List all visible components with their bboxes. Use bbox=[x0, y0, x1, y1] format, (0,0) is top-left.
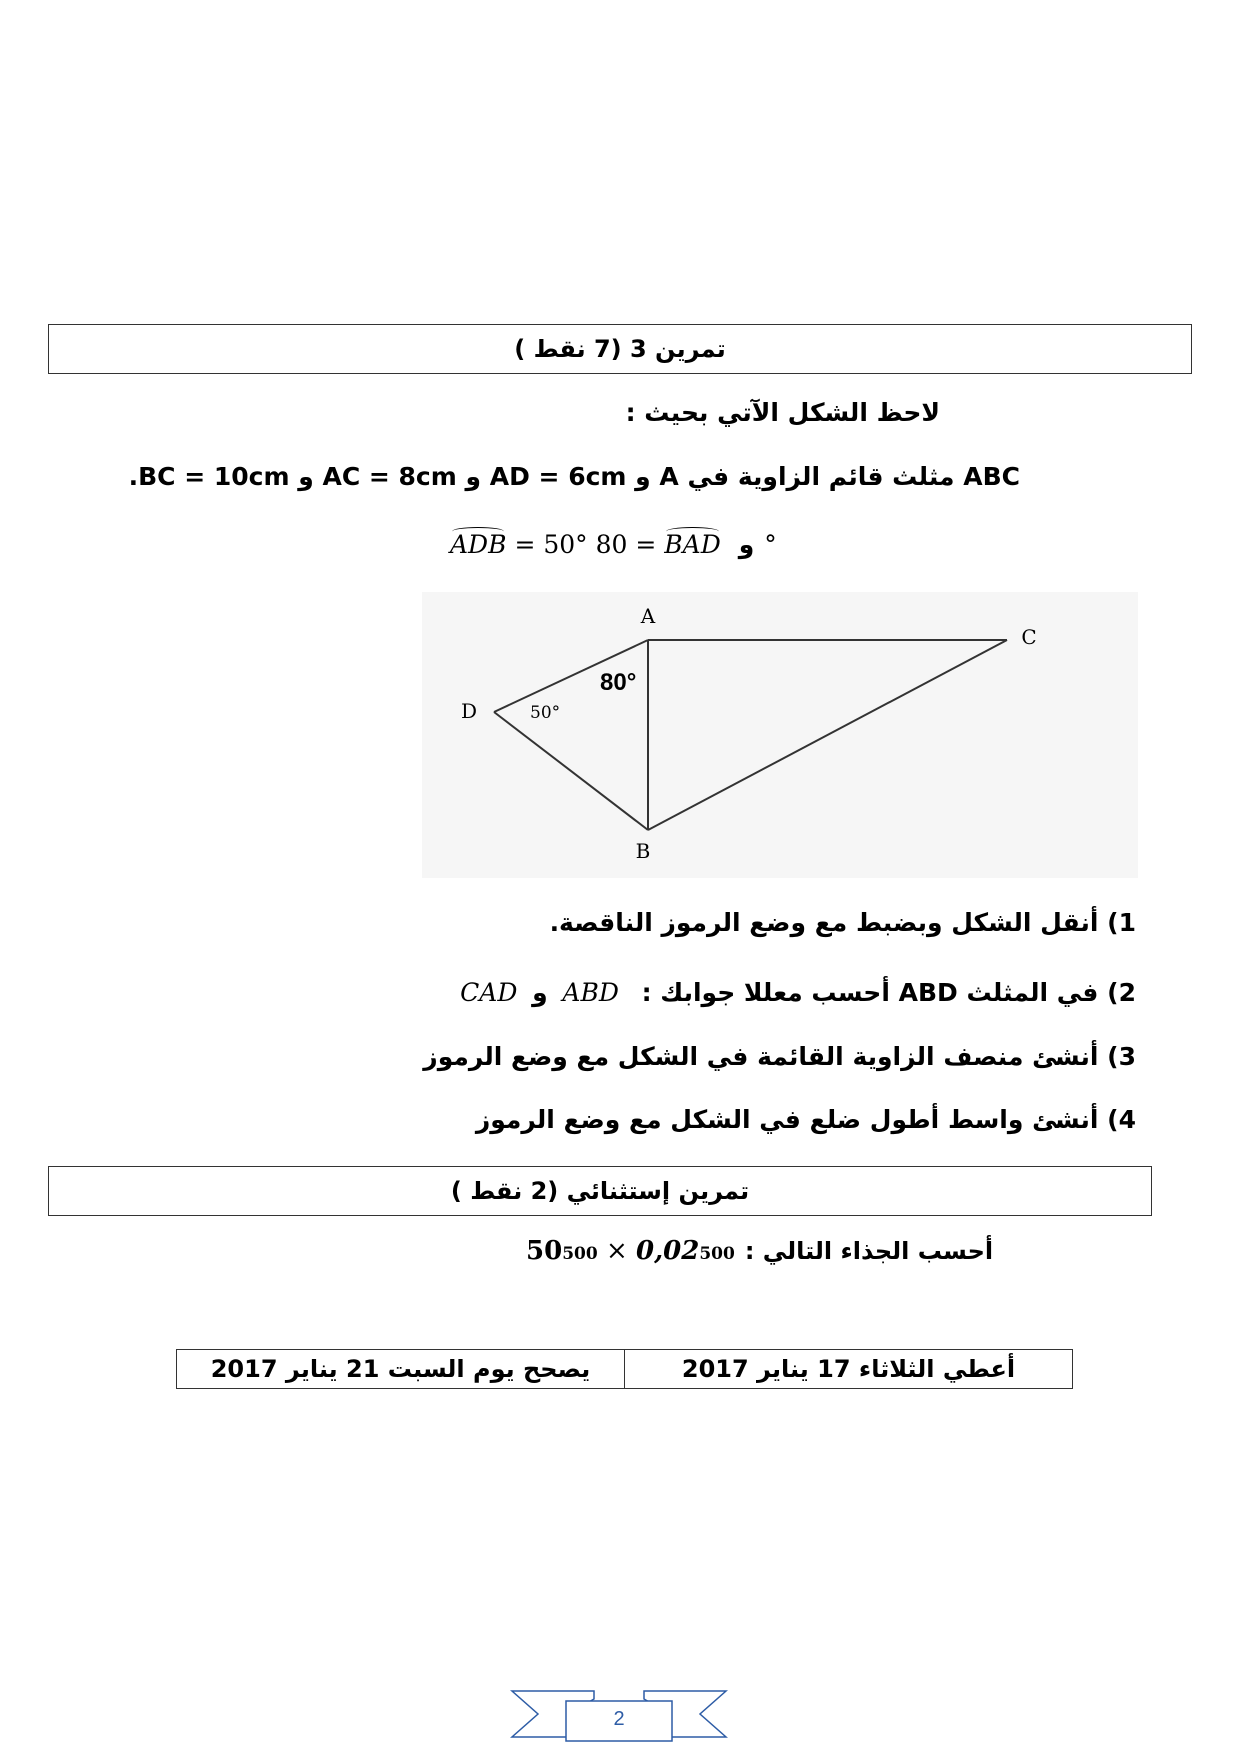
question-2-angle-abd: ABD bbox=[562, 978, 619, 1007]
question-4-number: 4) bbox=[1107, 1105, 1136, 1134]
question-4 bbox=[476, 1105, 1136, 1134]
vertex-a-label: A bbox=[640, 604, 656, 628]
exercise-3-title: تمرين 3 (7 نقط ) bbox=[514, 335, 726, 363]
vertex-d-label: D bbox=[460, 699, 478, 723]
date-corrected: يصحح يوم السبت 21 يناير 2017 bbox=[177, 1350, 625, 1389]
angle-bad-value: = 80° bbox=[595, 530, 777, 559]
side-db bbox=[494, 712, 648, 830]
side-bc bbox=[648, 640, 1007, 830]
angle-adb-value: = 50° bbox=[514, 530, 588, 559]
triangle-diagram bbox=[422, 592, 1138, 878]
dates-row bbox=[177, 1350, 1073, 1389]
angles-line bbox=[450, 530, 777, 559]
given-text: ABC مثلث قائم الزاوية في A و AD = 6cm و AC = 8cm و BC = 10cm. bbox=[128, 462, 1020, 491]
angles-connector: و bbox=[738, 530, 755, 559]
angle-a-label: 80° bbox=[600, 669, 637, 696]
bonus-base-1: 50 bbox=[526, 1236, 563, 1266]
exercise-3-header bbox=[48, 324, 1192, 374]
question-2-text: في المثلث ABD أحسب معللا جوابك : bbox=[641, 978, 1099, 1007]
given-line bbox=[129, 462, 1020, 491]
question-2-number: 2) bbox=[1107, 978, 1136, 1007]
bonus-expression-line bbox=[526, 1236, 993, 1266]
question-3 bbox=[423, 1042, 1136, 1071]
page-number: 2 bbox=[613, 1708, 625, 1730]
question-4-text: أنشئ واسط أطول ضلع في الشكل مع وضع الرموز bbox=[475, 1105, 1099, 1134]
question-3-number: 3) bbox=[1107, 1042, 1136, 1071]
triangle-figure bbox=[422, 592, 1138, 878]
angle-adb-name: ADB bbox=[450, 530, 507, 559]
bonus-exercise-title: تمرين إستثنائي (2 نقط ) bbox=[450, 1177, 750, 1205]
bonus-times: × bbox=[597, 1236, 637, 1266]
bonus-base-2: 0,02 bbox=[636, 1236, 700, 1266]
question-2 bbox=[460, 978, 1136, 1007]
question-1 bbox=[550, 908, 1136, 937]
intro-text: لاحظ الشكل الآتي بحيث : bbox=[625, 398, 940, 427]
question-1-text: أنقل الشكل وبضبط مع وضع الرموز الناقصة. bbox=[549, 908, 1099, 937]
intro-line bbox=[626, 398, 940, 427]
bonus-prompt: أحسب الجذاء التالي : bbox=[744, 1237, 994, 1265]
vertex-c-label: C bbox=[1021, 625, 1037, 649]
date-given: أعطي الثلاثاء 17 يناير 2017 bbox=[625, 1350, 1073, 1389]
bonus-exponent-1: 500 bbox=[562, 1244, 598, 1264]
question-2-connector: و bbox=[532, 978, 548, 1007]
bonus-exponent-2: 500 bbox=[699, 1244, 735, 1264]
dates-table bbox=[176, 1349, 1073, 1389]
bonus-exercise-header bbox=[48, 1166, 1152, 1216]
angle-d-label: 50° bbox=[530, 703, 561, 723]
page-number-ornament bbox=[508, 1683, 730, 1745]
vertex-b-label: B bbox=[635, 839, 651, 863]
question-1-number: 1) bbox=[1107, 908, 1136, 937]
question-3-text: أنشئ منصف الزاوية القائمة في الشكل مع وضع الرموز bbox=[423, 1042, 1099, 1071]
angle-bad-name: BAD bbox=[664, 530, 721, 559]
question-2-angle-cad: CAD bbox=[460, 978, 518, 1007]
